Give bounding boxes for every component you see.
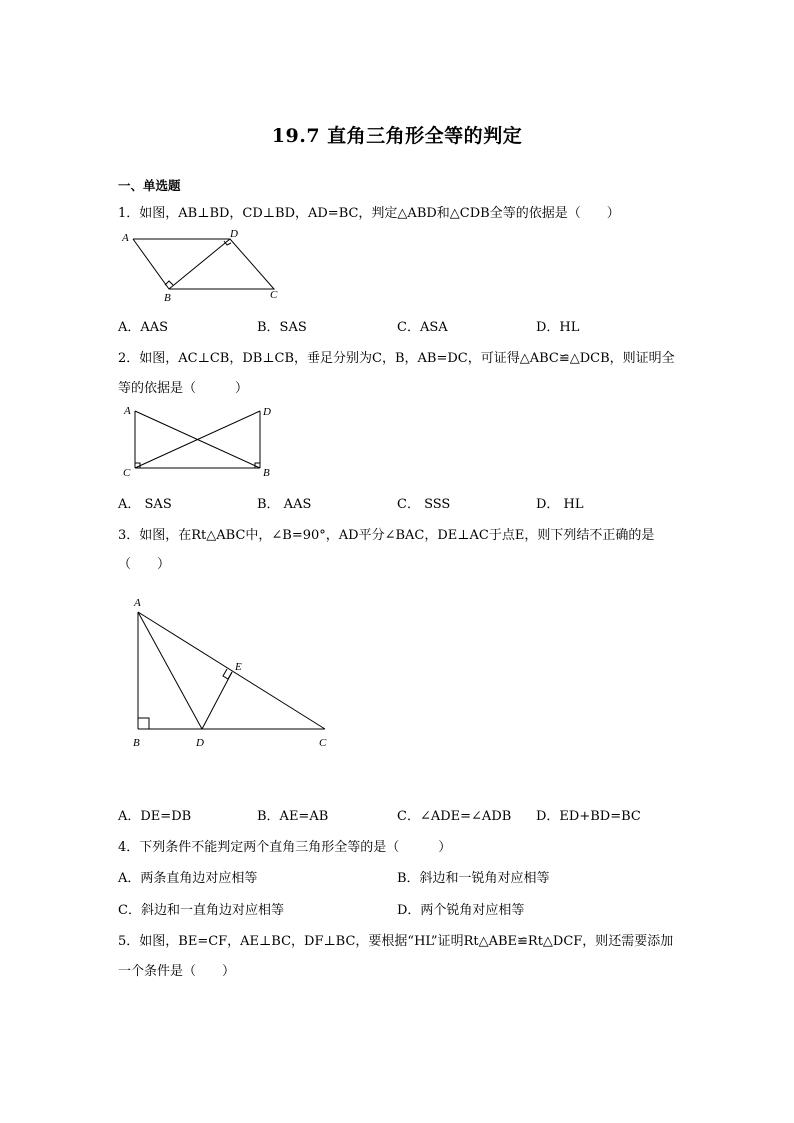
fig1-label-b: B: [164, 292, 171, 304]
question-1-option-d[interactable]: D．HL: [536, 320, 580, 335]
question-2-figure: [118, 402, 288, 482]
fig3-label-d: D: [196, 737, 204, 749]
fig3-label-c: C: [319, 737, 327, 749]
question-3-stem-line-1: 3．如图，在Rt△ABC中，∠B=90°，AD平分∠BAC，DE⊥AC于点E，则下列结不正确的是: [118, 528, 655, 543]
question-2-option-b[interactable]: B． AAS: [257, 497, 312, 512]
question-4-option-c[interactable]: C．斜边和一直角边对应相等: [118, 903, 284, 918]
question-1-option-b[interactable]: B．SAS: [257, 320, 307, 335]
question-1-option-c[interactable]: C．ASA: [397, 320, 448, 335]
question-3-figure: [118, 590, 348, 755]
fig2-label-c: C: [123, 467, 131, 479]
question-3-option-b[interactable]: B．AE=AB: [257, 809, 329, 824]
fig1-label-c: C: [270, 289, 278, 301]
question-2-stem-line-1: 2．如图，AC⊥CB，DB⊥CB，垂足分别为C，B，AB=DC，可证得△ABC≌△DCB，则证明全: [118, 351, 675, 366]
question-3-option-a[interactable]: A．DE=DB: [118, 809, 192, 824]
question-4-stem: 4．下列条件不能判定两个直角三角形全等的是（ ）: [118, 840, 452, 855]
question-5-stem-line-1: 5．如图，BE=CF，AE⊥BC，DF⊥BC，要根据“HL”证明Rt△ABE≌Rt△DCF，则还需要添加: [118, 934, 674, 949]
fig3-label-e: E: [235, 661, 242, 673]
question-4-option-a[interactable]: A．两条直角边对应相等: [118, 871, 258, 886]
question-4-option-b[interactable]: B．斜边和一锐角对应相等: [397, 871, 550, 886]
question-1-figure: [118, 226, 288, 304]
question-4-option-d[interactable]: D．两个锐角对应相等: [397, 903, 525, 918]
question-3-option-c[interactable]: C．∠ADE=∠ADB: [397, 809, 512, 824]
question-2-option-a[interactable]: A． SAS: [118, 497, 172, 512]
question-1-stem: 1．如图，AB⊥BD，CD⊥BD，AD=BC，判定△ABD和△CDB全等的依据是（ ）: [118, 206, 620, 221]
question-3-option-d[interactable]: D．ED+BD=BC: [536, 809, 641, 824]
fig3-label-a: A: [134, 597, 141, 609]
question-2-option-c[interactable]: C． SSS: [397, 497, 451, 512]
question-3-stem-line-2: （ ）: [118, 557, 171, 572]
question-5-stem-line-2: 一个条件是（ ）: [118, 964, 236, 979]
fig3-label-b: B: [133, 737, 140, 749]
question-2-stem-line-2: 等的依据是（ ）: [118, 381, 249, 396]
question-1-option-a[interactable]: A．AAS: [118, 320, 169, 335]
fig1-label-a: A: [122, 232, 129, 244]
section-heading: 一、单选题: [118, 178, 181, 193]
fig2-label-b: B: [263, 467, 270, 479]
fig2-label-a: A: [124, 405, 131, 417]
question-2-option-d[interactable]: D． HL: [536, 497, 584, 512]
fig1-label-d: D: [230, 228, 238, 240]
fig2-label-d: D: [263, 406, 271, 418]
page-title: 19.7 直角三角形全等的判定: [271, 125, 523, 147]
